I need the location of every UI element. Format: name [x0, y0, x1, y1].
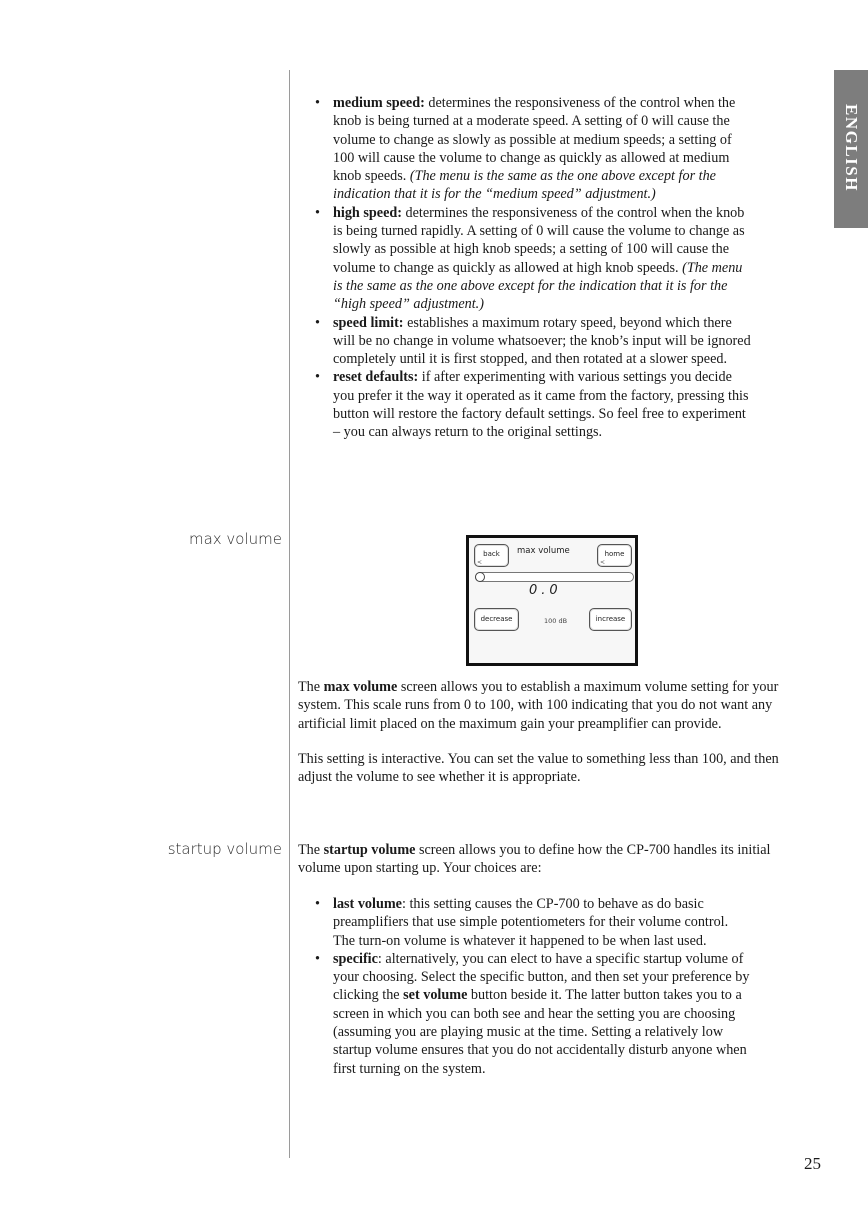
back-button[interactable]: back < [474, 544, 509, 567]
list-item [315, 94, 753, 204]
bullet-text: establishes a maximum rotary speed, beyond which there will be no change in volume whatsoever; the knob’s input will be ignored completely until it is first stopped, and then rotated at a slower speed. [333, 314, 751, 368]
bullet-text: determines the responsiveness of the control when the knob is being turned rapidly. A setting of 0 will cause the volume to change as slowly as possible at high knob speeds; a setting of 100 will cause the volume to change as quickly as allowed at high knob speeds. [333, 204, 745, 276]
startup-options-list [315, 895, 753, 1078]
increase-button[interactable]: increase [589, 608, 632, 631]
bullet-term: reset defaults: [333, 369, 419, 386]
startup-volume-description [298, 841, 796, 878]
bullet-icon: • [315, 369, 320, 386]
volume-readout: 0.0 [529, 583, 562, 598]
bullet-icon: • [315, 314, 320, 331]
left-arrow-icon: < [600, 559, 606, 566]
decrease-button[interactable]: decrease [474, 608, 519, 631]
bullet-text: if after experimenting with various settings you decide you prefer it the way it operated as it came from the factory, pressing this button will restore the factory default settings. So feel free to experiment – you can always return to the original settings. [333, 369, 749, 441]
paragraph: The max volume screen allows you to establish a maximum volume setting for your system. This scale runs from 0 to 100, with 100 indicating that you do not want any artificial limit placed on the maximum gain your preamplifier can provide. [298, 679, 779, 732]
language-tab [834, 70, 868, 228]
list-item [315, 314, 753, 369]
paragraph: The startup volume screen allows you to define how the CP-700 handles its initial volume upon starting up. Your choices are: [298, 842, 771, 877]
bullet-icon: • [315, 950, 320, 967]
bullet-term: medium speed: [333, 95, 425, 111]
slider-thumb[interactable] [475, 572, 485, 582]
bullet-note: (The menu is the same as the one above except for the indication that it is for the “high speed” adjustment.) [333, 259, 743, 313]
paragraph: This setting is interactive. You can set the value to something less than 100, and then adjust the volume to see whether it is appropriate. [298, 750, 779, 786]
list-item [315, 204, 753, 314]
screen-title: max volume [517, 546, 570, 556]
page-number: 25 [804, 1154, 821, 1173]
language-tab-label: ENGLISH [842, 104, 861, 192]
max-volume-description [298, 678, 796, 786]
left-arrow-icon: < [477, 559, 483, 566]
bullet-icon: • [315, 95, 320, 111]
bullet-icon: • [315, 204, 320, 221]
bullet-note: (The menu is the same as the one above except for the indication that it is for the “medium speed” adjustment.) [333, 168, 716, 203]
max-volume-screen [466, 535, 638, 666]
bullet-term: speed limit: [333, 314, 404, 331]
speed-settings-list [315, 94, 753, 442]
list-item [315, 368, 753, 441]
startup-volume-heading: startup volume [167, 840, 282, 858]
list-item: • last volume: this setting causes the CP-700 to behave as do basic preamplifiers that use simple potentiometers for their volume control. The turn-on volume is whatever it happened to be when last used. [315, 896, 729, 949]
bullet-icon: • [315, 896, 320, 912]
margin-rule [289, 70, 290, 1158]
home-button[interactable]: home < [597, 544, 632, 567]
bullet-term: high speed: [333, 204, 402, 221]
list-item: • specific: alternatively, you can elect to have a specific startup volume of your choosing. Select the specific button, and then set your preference by clicking the set volume button beside it. The latter button takes you to a screen in which you can both see and hear the setting you are choosing (assuming you are playing music at the time. Setting a relatively low startup volume ensures that you do not accidentally disturb anyone when first turning on the system. [315, 950, 750, 1077]
max-db-readout: 100 dB [544, 617, 568, 625]
volume-slider[interactable] [475, 572, 634, 582]
max-volume-heading: max volume [188, 530, 282, 548]
bullet-text: determines the responsiveness of the control when the knob is being turned at a moderate speed. A setting of 0 will cause the volume to change as slowly as possible at medium speeds; a setting of 100 will cause the volume to change as quickly as allowed at medium knob speeds. [333, 95, 736, 185]
